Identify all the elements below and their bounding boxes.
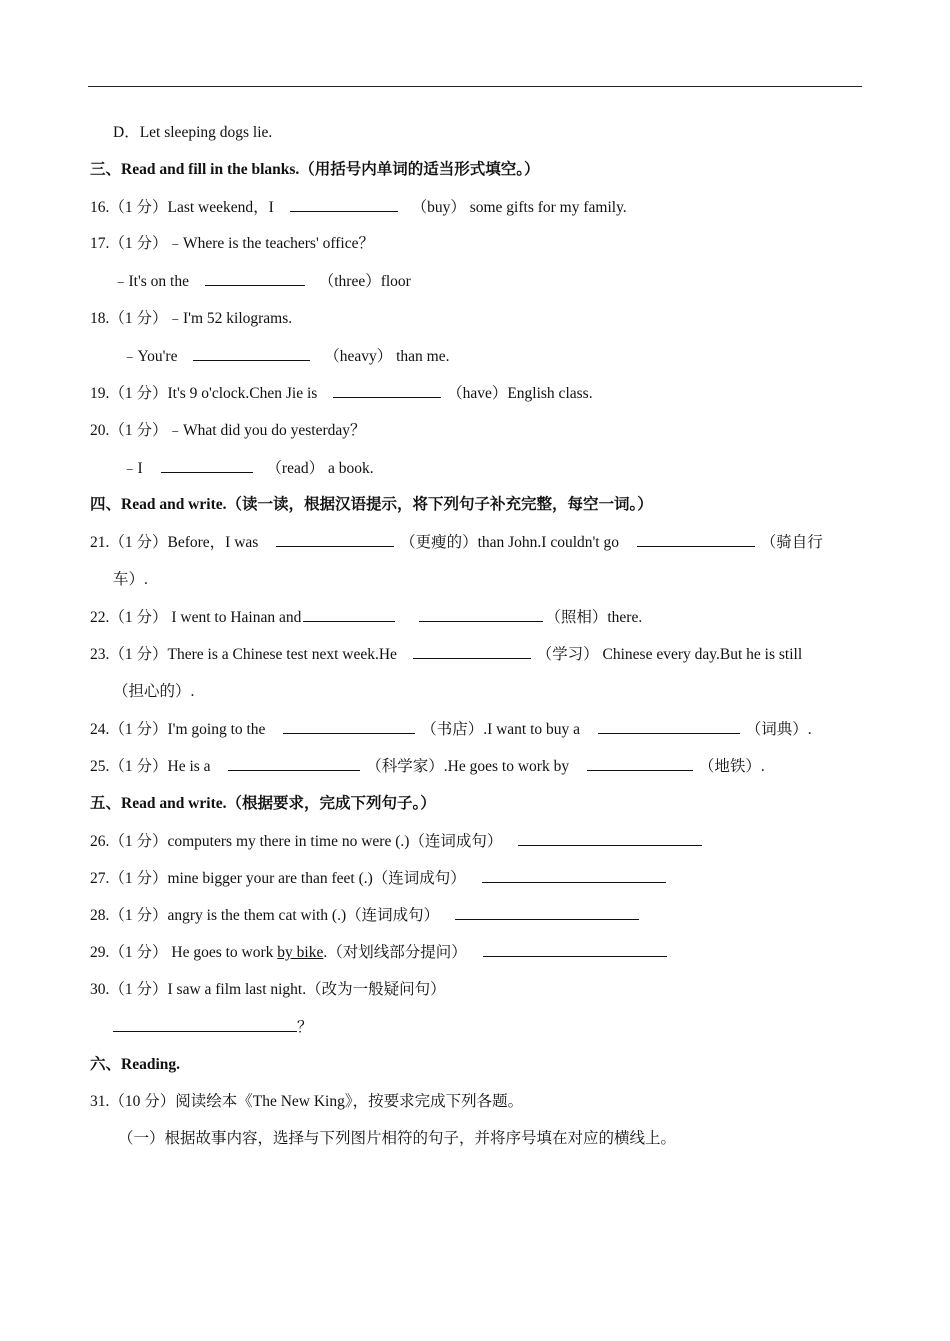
- question-20: 20.（1 分）﹣What did you do yesterday？: [90, 422, 366, 439]
- question-19: 19.（1 分）It's 9 o'clock.Chen Jie is （have）English class.: [90, 385, 593, 402]
- answer-blank[interactable]: [413, 644, 531, 659]
- question-31-instruction: （一）根据故事内容，选择与下列图片相符的句子，并将序号填在对应的横线上。: [118, 1130, 677, 1147]
- question-17: 17.（1 分）﹣Where is the teachers' office？: [90, 235, 374, 252]
- option-d: D．Let sleeping dogs lie.: [113, 124, 273, 141]
- section-3-title: 三、Read and fill in the blanks.（用括号内单词的适当形式填空。）: [90, 161, 540, 178]
- section-4-title: 四、Read and write.（读一读，根据汉语提示，将下列句子补充完整，每空一词。）: [90, 496, 653, 513]
- answer-blank[interactable]: [333, 383, 441, 398]
- answer-blank[interactable]: [518, 831, 702, 846]
- answer-blank[interactable]: [193, 346, 310, 361]
- question-23-cont: （担心的）.: [113, 683, 195, 700]
- answer-blank[interactable]: [290, 197, 398, 212]
- question-23: 23.（1 分）There is a Chinese test next week.He （学习） Chinese every day.But he is still: [90, 646, 803, 663]
- question-27: 27.（1 分）mine bigger your are than feet (.)（连词成句）: [90, 868, 666, 889]
- question-30-answer: ？: [113, 1017, 313, 1038]
- question-18-answer: ﹣You're （heavy） than me.: [122, 348, 450, 365]
- answer-blank[interactable]: [483, 942, 667, 957]
- question-25: 25.（1 分）He is a （科学家）.He goes to work by （地铁）.: [90, 758, 765, 775]
- question-31: 31.（10 分）阅读绘本《The New King》，按要求完成下列各题。: [90, 1093, 524, 1110]
- question-18: 18.（1 分）﹣I'm 52 kilograms.: [90, 310, 293, 327]
- question-21-cont: 车）.: [113, 571, 148, 588]
- question-16: 16.（1 分）Last weekend，I （buy） some gifts for my family.: [90, 199, 627, 216]
- question-24: 24.（1 分）I'm going to the （书店）.I want to buy a （词典）.: [90, 721, 812, 738]
- answer-blank[interactable]: [283, 719, 415, 734]
- section-6-title: 六、Reading.: [90, 1056, 180, 1073]
- underlined-phrase: by bike: [277, 944, 324, 961]
- question-21: 21.（1 分）Before，I was （更瘦的）than John.I couldn't go （骑自行: [90, 534, 823, 551]
- answer-blank[interactable]: [598, 719, 740, 734]
- question-29: 29.（1 分） He goes to work by bike.（对划线部分提问）: [90, 942, 667, 963]
- answer-blank[interactable]: [419, 607, 543, 622]
- question-17-answer: ﹣It's on the （three）floor: [113, 273, 411, 290]
- question-20-answer: ﹣I （read） a book.: [122, 460, 374, 477]
- answer-blank[interactable]: [637, 532, 755, 547]
- answer-blank[interactable]: [161, 458, 253, 473]
- section-5-title: 五、Read and write.（根据要求，完成下列句子。）: [90, 795, 436, 812]
- answer-blank[interactable]: [455, 905, 639, 920]
- header-rule: [88, 86, 862, 87]
- question-22: 22.（1 分） I went to Hainan and （照相）there.: [90, 609, 643, 626]
- question-30: 30.（1 分）I saw a film last night.（改为一般疑问句）: [90, 981, 446, 998]
- answer-blank[interactable]: [482, 868, 666, 883]
- question-26: 26.（1 分）computers my there in time no were (.)（连词成句）: [90, 831, 702, 852]
- answer-blank[interactable]: [587, 756, 693, 771]
- question-28: 28.（1 分）angry is the them cat with (.)（连词成句）: [90, 905, 639, 926]
- answer-blank[interactable]: [113, 1017, 297, 1032]
- answer-blank[interactable]: [303, 607, 395, 622]
- answer-blank[interactable]: [205, 271, 305, 286]
- answer-blank[interactable]: [228, 756, 360, 771]
- answer-blank[interactable]: [276, 532, 394, 547]
